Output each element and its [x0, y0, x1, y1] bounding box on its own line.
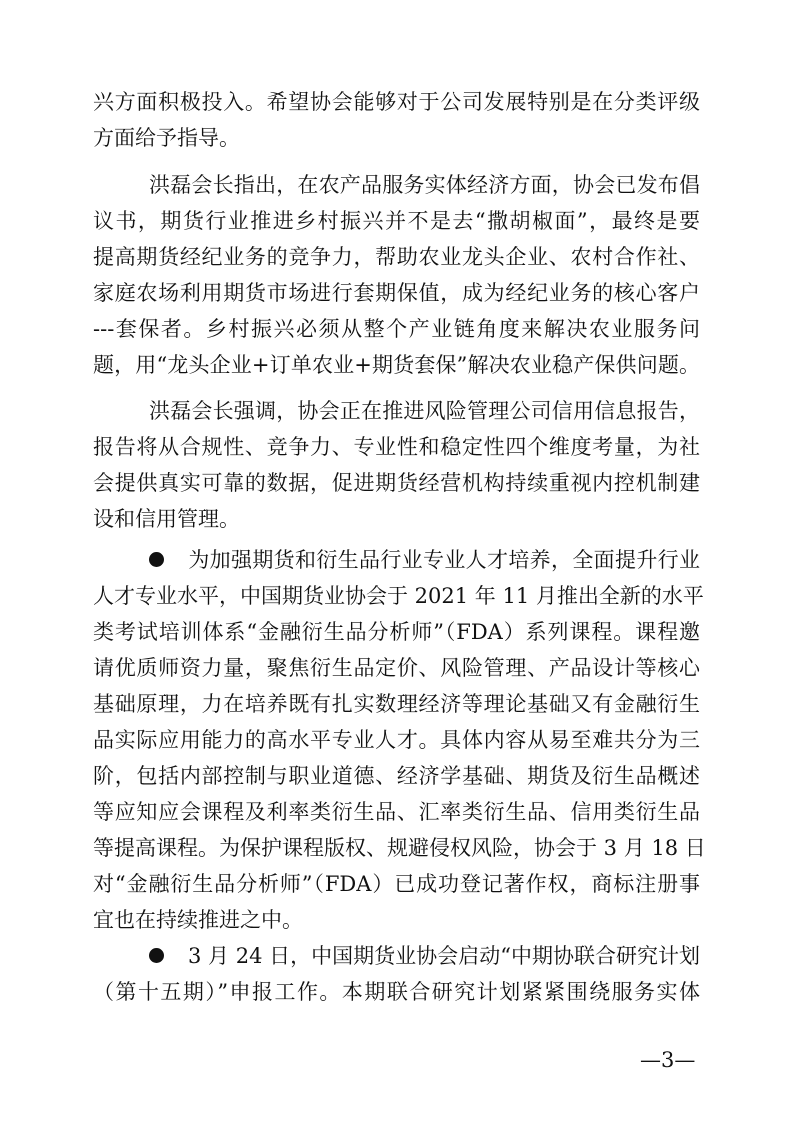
paragraph-line: 议书，期货行业推进乡村振兴并不是去“撒胡椒面”，最终是要	[93, 209, 700, 233]
paragraph-line: 等提高课程。为保护课程版权、规避侵权风险，协会于 3 月 18 日	[93, 836, 706, 860]
paragraph-line: 阶，包括内部控制与职业道德、经济学基础、期货及衍生品概述	[93, 764, 700, 788]
paragraph-line: 请优质师资力量，聚焦衍生品定价、风险管理、产品设计等核心	[93, 656, 700, 680]
paragraph-line: 会提供真实可靠的数据，促进期货经营机构持续重视内控机制建	[93, 471, 700, 495]
paragraph-line: （第十五期）”申报工作。本期联合研究计划紧紧围绕服务实体	[93, 980, 700, 1004]
page-number: —3—	[640, 1048, 696, 1072]
paragraph-line: 宜也在持续推进之中。	[93, 908, 303, 932]
paragraph-line: 兴方面积极投入。希望协会能够对于公司发展特别是在分类评级	[93, 90, 700, 114]
paragraph-text: 3 月 24 日，中国期货业协会启动“中期协联合研究计划	[188, 944, 700, 968]
bullet-icon	[149, 552, 164, 567]
paragraph-line: ---套保者。乡村振兴必须从整个产业链角度来解决农业服务问	[93, 317, 700, 341]
paragraph-line: 等应知应会课程及利率类衍生品、汇率类衍生品、信用类衍生品	[93, 800, 700, 824]
paragraph-line: 报告将从合规性、竞争力、专业性和稳定性四个维度考量，为社	[93, 435, 700, 459]
bullet-paragraph-line	[149, 542, 700, 578]
bullet-paragraph-line	[149, 938, 700, 974]
paragraph-line: 对“金融衍生品分析师”（FDA）已成功登记著作权，商标注册事	[93, 872, 700, 896]
paragraph-line: 类考试培训体系“金融衍生品分析师”（FDA）系列课程。课程邀	[93, 620, 700, 644]
paragraph-line: 洪磊会长指出，在农产品服务实体经济方面，协会已发布倡	[149, 173, 700, 197]
paragraph-line: 人才专业水平，中国期货业协会于 2021 年 11 月推出全新的水平	[93, 584, 704, 608]
paragraph-line: 基础原理，力在培养既有扎实数理经济等理论基础又有金融衍生	[93, 692, 700, 716]
paragraph-line: 题，用“龙头企业+订单农业+期货套保”解决农业稳产保供问题。	[93, 353, 700, 377]
paragraph-line: 家庭农场利用期货市场进行套期保值，成为经纪业务的核心客户	[93, 281, 700, 305]
paragraph-line: 洪磊会长强调，协会正在推进风险管理公司信用信息报告，	[149, 399, 700, 423]
paragraph-line: 设和信用管理。	[93, 507, 240, 531]
paragraph-text: 为加强期货和衍生品行业专业人才培养，全面提升行业	[188, 548, 700, 572]
paragraph-line: 方面给予指导。	[93, 126, 240, 150]
bullet-icon	[149, 948, 164, 963]
paragraph-line: 品实际应用能力的高水平专业人才。具体内容从易至难共分为三	[93, 728, 700, 752]
paragraph-line: 提高期货经纪业务的竞争力，帮助农业龙头企业、农村合作社、	[93, 245, 700, 269]
